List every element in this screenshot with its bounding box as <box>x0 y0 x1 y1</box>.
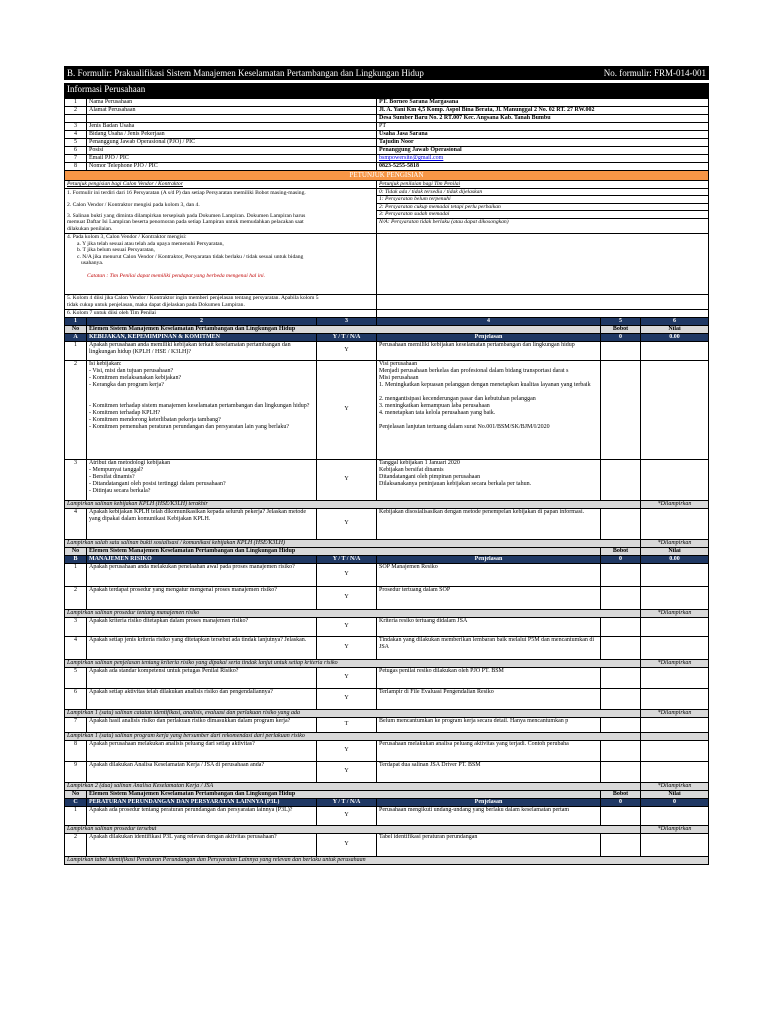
petunjuk-4d: usahanya. <box>81 260 104 267</box>
b6-penjelasan[interactable]: Terlampir di File Evaluasi Pengendalian Resiko <box>377 688 601 709</box>
b9-penjelasan[interactable]: Terdapat dua salinan JSA Driver PT. BSM <box>377 761 601 782</box>
c1-penjelasan[interactable]: Perusahaan mengikuti undang-undang yang berlaku dalam keselamatan pertam <box>377 806 601 825</box>
section-a-ytna: Y / T / N/A <box>317 333 377 341</box>
score-na: N/A: Persyaratan tidak berlaku (atau dapat dikosongkan) <box>377 218 709 233</box>
text-line: Isi kebijakan: <box>89 360 122 367</box>
company-row <box>65 139 709 147</box>
text-line: - Ditandatangani oleh posisi tertinggi dalam perusahaan? <box>89 480 226 487</box>
text-line: Ditandatangani oleh pimpinan perusahaan <box>379 473 481 480</box>
col-number-3: 3 <box>317 317 377 325</box>
b5-answer[interactable]: Y <box>317 667 377 688</box>
form-sheet <box>64 66 708 865</box>
table-head-c: No Elemen Sistem Manajemen Keselamatan Pertambangan dan Lingkungan Hidup Bobot Nilai <box>65 790 709 798</box>
a3-answer[interactable]: Y <box>317 459 377 500</box>
section-b-title: MANAJEMEN RISIKO <box>87 555 317 563</box>
a3-penjelasan[interactable] <box>377 459 601 500</box>
petunjuk-5b: tidak cukup untuk penjelasan, maka dapat dijelaskan pada Dokumen Lampiran. <box>67 301 245 308</box>
text-line: Kebijakan bersifat dinamis <box>379 466 444 473</box>
petunjuk-6: 6. Kolom 7 untuk diisi oleh Tim Penilai <box>65 309 377 317</box>
b1-penjelasan[interactable]: SOP Manajemen Resiko <box>377 563 601 586</box>
form-number: No. formulir: FRM-014-001 <box>601 67 709 80</box>
company-row-value[interactable]: PT. Borneo Sarana Margasana <box>377 99 709 107</box>
petunjuk-title: PETUNJUK PENGISIAN <box>65 171 709 181</box>
text-line: - Komitmen melaksanakan kebijakan? <box>89 374 182 381</box>
b-note-4: Lampirkan salinan penjelasan tentang kriteria risiko yang dipakai serta tindak lanjut untuk setiap kriteria risiko *Dilampirkan <box>65 659 709 667</box>
table-head-a <box>65 325 709 333</box>
th-nilai: Nilai <box>641 325 709 333</box>
a-note-3: Lampirkan salinan kebijakan KPLH (HSE/K3LH) terakhir *Dilampirkan <box>65 500 709 508</box>
text-line: - Visi, misi dan tujuan perusahaan? <box>89 367 174 374</box>
company-row-value[interactable]: Penanggung Jawab Operasional <box>377 147 709 155</box>
text-line: Penjelasan lanjutan tertuang dalam surat No.001/BSM/SK/BJM/I/2020 <box>379 423 550 430</box>
text-line: Visi perusahaan <box>379 360 418 367</box>
company-row-value[interactable]: bsmpowersite@gmail.com <box>377 155 709 163</box>
petunjuk-5a: 5. Kolom 4 diisi jika Calon Vendor / Kontraktor ingin memberi penjelasan tentang persyaratan. Apabila kolom 5 <box>67 294 319 301</box>
company-row-no: 5 <box>65 139 87 147</box>
col-number-2: 2 <box>87 317 317 325</box>
c1-answer[interactable]: Y <box>317 806 377 825</box>
company-row <box>65 107 709 115</box>
b2-penjelasan[interactable]: Prosedur tertuang dalam SOP <box>377 586 601 609</box>
company-row-no: 8 <box>65 163 87 171</box>
text-line: - Komitmen terhadap sistem manajemen keselamatan pertambangan dan lingkungan hidup? <box>89 402 310 409</box>
company-row-value[interactable]: Jl. A. Yani Km 4,5 Komp. Aspol Bina Berata, Jl. Manunggal 2 No. 02 RT. 27 RW.002 <box>377 107 709 115</box>
a1-answer[interactable]: Y <box>317 341 377 360</box>
company-row <box>65 99 709 107</box>
b-note-6: Lampirkan 1 (satu) salinan catatan identifikasi, analisis, evaluasi dan perlakuan risiko yang ada *Dilampirkan <box>65 709 709 717</box>
form-table <box>64 66 709 865</box>
petunjuk-left-title: Petunjuk pengisian bagi Calon Vendor / Kontraktor <box>65 181 377 189</box>
text-line: Atribut dan metodologi kebijakan <box>89 459 171 466</box>
b1-answer[interactable]: Y <box>317 563 377 586</box>
company-row-label: Email PJO / PIC <box>87 155 377 163</box>
b-note-2: Lampirkan salinan prosedur tentang manajemen risiko *Dilampirkan <box>65 609 709 617</box>
company-row-label: Jenis Badan Usaha <box>87 123 377 131</box>
column-numbers <box>65 317 709 325</box>
b3-penjelasan[interactable]: Kriteria resiko tertuang didalam JSA <box>377 617 601 636</box>
score-2: 2: Persyaratan cukup memadai tetapi perlu perbaikan <box>377 203 709 211</box>
petunjuk-caution: Catatan : Tim Penilai dapat memiliki pendapat yang berbeda mengenai hal ini. <box>87 272 266 279</box>
text-line: - Komitmen terhadap KPLH? <box>89 409 161 416</box>
company-row-value[interactable]: Tajudin Noor <box>377 139 709 147</box>
petunjuk-2: 2. Calon Vendor / Kontraktor mengisi pada kolom 3, dan 4. <box>67 202 200 209</box>
company-row <box>65 155 709 163</box>
table-head-b: No Elemen Sistem Manajemen Keselamatan Pertambangan dan Lingkungan Hidup Bobot Nilai <box>65 547 709 555</box>
company-row <box>65 115 709 123</box>
text-line <box>89 396 314 403</box>
col-number-6: 6 <box>641 317 709 325</box>
petunjuk-4: 4. Pada kolom 3, Calon Vendor / Kontraktor mengisi: <box>67 233 187 240</box>
a4-penjelasan[interactable]: Kebijakan disosialisasikan dengan metode penempelan kebijakan di papan informasi. <box>377 508 601 539</box>
b-row-6: 6 Apakah setiap aktivitas telah dilakukan analisis risiko dan pengendaliannya? Y Terlampir di File Evaluasi Pengendalian Resiko <box>65 688 709 709</box>
text-line: Menjadi perusahaan berkelas dan profesional dalam bidang transportasi darat s <box>379 367 569 374</box>
b-row-1: 1 Apakah perusahaan anda melakukan penelaahan awal pada proses manajemen risiko? Y SOP Manajemen Resiko <box>65 563 709 586</box>
petunjuk-3a: 3. Salinan bukti yang diminta dilampirkan tersepisah pada Dokumen Lampiran. Dokumen Lampiran harus <box>67 212 306 219</box>
b-note-7: Lampirkan 1 (satu) salinan program kerja yang bersumber dari rekomendasi dari perlakuan risiko <box>65 732 709 740</box>
a-row-1: 1 Apakah perusahaan anda memiliki kebijakan terkait keselamatan pertambangan dan lingkungan hidup (KPLH / HSE / K3LH)? Y Perusahaan memiliki kebijakan keselamatan pertambangan dan lingkungan hidup <box>65 341 709 360</box>
petunjuk-3c: dilakukan penilaian. <box>67 225 113 232</box>
a-row-4: 4 Apakah kebijakan KPLH telah dikomunikasikan kepada seluruh pekerja? Jelaskan metode yang dipakai dalam komunikasi Kebijakan KPLH. Y Kebijakan disosialisasikan dengan metode penempelan kebijakan di papan informasi. <box>65 508 709 539</box>
a-note-4: Lampirkan salah satu salinan bukti sosialisasi / komunikasi kebijakan KPLH (HSE/K3LH) *Dilampirkan <box>65 539 709 547</box>
company-row <box>65 147 709 155</box>
petunjuk-4c: c. N/A jika menurut Calon Vendor / Kontraktor, Persyaratan tidak berlaku / tidak sesuai untuk bidang <box>77 253 304 260</box>
b-row-4: 4 Apakah setiap jenis kriteria risiko yang ditetapkan tersebut ada tindak lanjutnya? Jelaskan. Y Tindakan yang dilakukan memberikan lembaran baik melalui P5M dan mencantumkan di JSA <box>65 636 709 659</box>
col-number-5: 5 <box>601 317 641 325</box>
text-line <box>89 389 314 396</box>
c-row-2: 2 Apakah dilakukan identifikasi P3L yang relevan dengan aktivitas perusahaan? Y Tabel identifikasi peraturan perundangan <box>65 833 709 856</box>
b-row-8: 8 Apakah perusahaan melakukan analisis peluang dari setiap aktivitas? Y Perusahaan melakukan analisa peluang aktivitas yang terjadi. Contoh perubaha <box>65 740 709 761</box>
company-row-label: Nomor Telephone PJO / PIC <box>87 163 377 171</box>
petunjuk-right-title: Petunjuk penilaian bagi Tim Penilai <box>377 181 709 189</box>
company-row-value[interactable]: Usaha Jasa Sarana <box>377 131 709 139</box>
score-1: 1: Persyaratan belum terpenuhi <box>377 196 709 204</box>
b2-answer[interactable]: Y <box>317 586 377 609</box>
a2-penjelasan[interactable] <box>377 360 601 459</box>
score-3: 3: Persyaratan sudah memadai <box>377 211 709 219</box>
info-title: Informasi Perusahaan <box>65 84 709 99</box>
form-title: B. Formulir: Prakualifikasi Sistem Manajemen Keselamatan Pertambangan dan Lingkungan Hidup <box>65 67 601 80</box>
company-row-value[interactable]: 0823-5255-5818 <box>377 163 709 171</box>
b4-penjelasan[interactable]: Tindakan yang dilakukan memberikan lembaran baik melalui P5M dan mencantumkan di JSA <box>377 636 601 659</box>
text-line <box>379 389 598 396</box>
a4-answer[interactable]: Y <box>317 508 377 539</box>
company-row-no: 2 <box>65 107 87 115</box>
company-row-no: 4 <box>65 131 87 139</box>
company-row-label: Penanggung Jawab Operasional (PJO) / PIC <box>87 139 377 147</box>
b8-penjelasan[interactable]: Perusahaan melakukan analisa peluang aktivitas yang terjadi. Contoh perubaha <box>377 740 601 761</box>
section-a-title: KEBIJAKAN, KEPEMIMPINAN & KOMITMEN <box>87 333 317 341</box>
company-row-no: 7 <box>65 155 87 163</box>
th-no: No <box>65 325 87 333</box>
b-row-2: 2 Apakah terdapat prosedur yang mengatur mengenai proses manajemen risiko? Y Prosedur tertuang dalam SOP <box>65 586 709 609</box>
a2-answer[interactable]: Y <box>317 360 377 459</box>
company-row-label <box>87 115 377 123</box>
text-line: Dilaksanakanya peninjauan kebijakan secara berkala per tahun. <box>379 480 532 487</box>
company-row-label: Bidang Usaha / Jenis Pekerjaan <box>87 131 377 139</box>
petunjuk-4a: a. Y jika telah sesuai atau telah ada upaya memenuhi Persyaratan, <box>77 240 224 247</box>
col-number-4: 4 <box>377 317 601 325</box>
b-row-5: 5 Apakah ada standar kompetensi untuk petugas Penilai Risiko? Y Petugas penilai resiko dilakukan oleh PJO PT. BSM <box>65 667 709 688</box>
b-row-3: 3 Apakah kriteria risiko ditetapkan dalam proses manajemen risiko? Y Kriteria resiko tertuang didalam JSA <box>65 617 709 636</box>
company-row-value[interactable]: Desa Sumber Baru No. 2 RT.007 Kec. Angsana Kab. Tanah Bumbu <box>377 115 709 123</box>
section-b-header: B MANAJEMEN RISIKO Y / T / N/A Penjelasan 0 0.00 <box>65 555 709 563</box>
company-row-value[interactable]: PT <box>377 123 709 131</box>
c2-answer[interactable]: Y <box>317 833 377 856</box>
th-bobot: Bobot <box>601 325 641 333</box>
c-row-1: 1 Apakah ada prosedur tentang peraturan perundangan dan persyaratan lainnya (P3L)? Y Perusahaan mengikuti undang-undang yang berlaku dalam keselamatan pertam <box>65 806 709 825</box>
th-elemen: Elemen Sistem Manajemen Keselamatan Pertambangan dan Lingkungan Hidup <box>87 325 601 333</box>
company-row-no: 6 <box>65 147 87 155</box>
b3-answer[interactable]: Y <box>317 617 377 636</box>
text-line: 2. mengantisipasi kecenderungan pasar dan kebutuhan pelanggan <box>379 395 536 402</box>
a-row-3: 3 Atribut dan metodologi kebijakan - Mempunyai tanggal? - Bersifat dinamis? - Ditandatangani oleh posisi tertinggi dalam perusahaan? - Ditinjau secara berkala? Y Tanggal kebijakan 1 Januari 2020 Kebijakan bersifat dinamis Ditandatangani oleh pimpinan perusahaan Dilaksanakanya peninjauan kebijakan secara berkala per tahun. <box>65 459 709 500</box>
a1-penjelasan[interactable]: Perusahaan memiliki kebijakan keselamatan pertambangan dan lingkungan hidup <box>377 341 601 360</box>
company-row-no <box>65 115 87 123</box>
text-line: 3. meningkatkan kemampuan laba perusahaan <box>379 402 490 409</box>
c-note-2: Lampirkan tabel identifikasi Peraturan Perundangan dan Persyaratan Lainnya yang relevan dan berlaku untuk perusahaan <box>65 856 709 864</box>
section-a-penjelasan: Penjelasan <box>377 333 601 341</box>
company-row-label: Posisi <box>87 147 377 155</box>
text-line: - Komitmen pemenuhan peraturan perundangan dan persyaratan lain yang berlaku? <box>89 423 290 430</box>
b-row-9: 9 Apakah dilakukan Analisa Keselamatan Kerja / JSA di perusahaan anda? Y Terdapat dua salinan JSA Driver PT. BSM <box>65 761 709 782</box>
section-a-header <box>65 333 709 341</box>
a-row-2: 2 Isi kebijakan: - Visi, misi dan tujuan perusahaan? - Komitmen melaksanakan kebijakan? - Kerangka dan program kerja? - Komitmen terhadap sistem manajemen keselamatan pertambangan dan lingkungan hidup? - Komitmen terhadap KPLH? - Komitmen mendorong keterlibatan pekerja tambang? - Komitmen pemenuhan peraturan perundangan dan persyaratan lain yang berlaku? Y Visi perusahaan Menjadi perusahaan berkelas dan profesional dalam bidang transportasi darat s Misi perusahaan 1. Meningkatkan kepuasan pelanggan dengan menetapkan kualitas layanan yang terbaik 2. mengantisipasi kecenderungan pasar dan kebutuhan pelanggan 3. meningkatkan kemampuan laba perusahaan 4. menetapkan tata kelola perusahaan yang baik. Penjelasan lanjutan tertuang dalam surat No.001/BSM/SK/BJM/I/2020 <box>65 360 709 459</box>
company-row <box>65 163 709 171</box>
company-row-no: 3 <box>65 123 87 131</box>
score-0: 0: Tidak ada / tidak tersedia / tidak dijelaskan <box>377 188 709 196</box>
text-line: 1. Meningkatkan kepuasan pelanggan dengan menetapkan kualitas layanan yang terbaik <box>379 381 591 388</box>
text-line: - Ditinjau secara berkala? <box>89 487 151 494</box>
text-line <box>379 417 598 424</box>
petunjuk-1: 1. Formulir ini terdiri dari 16 Persyaratan (A s/d P) dan setiap Persyaratan memiliki Bobot masing-masing. <box>67 189 306 196</box>
section-a-letter: A <box>65 333 87 341</box>
section-c-header: C PERATURAN PERUNDANGAN DAN PERSYARATAN LAINNYA (P3L) Y / T / N/A Penjelasan 0 0 <box>65 798 709 806</box>
b8-answer[interactable]: Y <box>317 740 377 761</box>
b7-answer[interactable]: T <box>317 717 377 732</box>
b5-penjelasan[interactable]: Petugas penilai resiko dilakukan oleh PJO PT. BSM <box>377 667 601 688</box>
b9-answer[interactable]: Y <box>317 761 377 782</box>
b4-answer[interactable]: Y <box>317 636 377 659</box>
section-c-title: PERATURAN PERUNDANGAN DAN PERSYARATAN LAINNYA (P3L) <box>87 798 317 806</box>
text-line: - Kerangka dan program kerja? <box>89 381 164 388</box>
text-line: - Komitmen mendorong keterlibatan pekerja tambang? <box>89 416 221 423</box>
section-a-bobot: 0 <box>601 333 641 341</box>
b-row-7: 7 Apakah hasil analisis risiko dan perlakuan risiko dimasukkan dalam program kerja? T Belum mencantumkan ke program kerja secara detail. Hanya mencantumkan p <box>65 717 709 732</box>
text-line: Misi perusahaan <box>379 374 419 381</box>
c2-penjelasan[interactable]: Tabel identifikasi peraturan perundangan <box>377 833 601 856</box>
b7-penjelasan[interactable]: Belum mencantumkan ke program kerja secara detail. Hanya mencantumkan p <box>377 717 601 732</box>
text-line: - Bersifat dinamis? <box>89 473 135 480</box>
c-note-1: Lampirkan salinan prosedur tersebut *Dilampirkan <box>65 825 709 833</box>
company-row-label: Alamat Perusahaan <box>87 107 377 115</box>
b6-answer[interactable]: Y <box>317 688 377 709</box>
b-note-9: Lampirkan 2 (dua) salinan Analisa Keselamatan Kerja / JSA *Dilampirkan <box>65 782 709 790</box>
company-row <box>65 131 709 139</box>
text-line: - Mempunyai tanggal? <box>89 466 144 473</box>
text-line: Tanggal kebijakan 1 Januari 2020 <box>379 459 460 466</box>
company-row-no: 1 <box>65 99 87 107</box>
company-row-label: Nama Perusahaan <box>87 99 377 107</box>
text-line: 4. menetapkan tata kelola perusahaan yang baik. <box>379 409 496 416</box>
col-number-1: 1 <box>65 317 87 325</box>
form-header <box>65 67 709 80</box>
petunjuk-4b: b. T jika belum sesuai Persyaratan, <box>77 247 155 254</box>
petunjuk-3b: memuat Daftar Isi Lampiran beserta penomoran pada setiap Lampiran untuk memudahkan pelacakan saat <box>67 219 304 226</box>
company-row <box>65 123 709 131</box>
section-a-nilai: 0.00 <box>641 333 709 341</box>
